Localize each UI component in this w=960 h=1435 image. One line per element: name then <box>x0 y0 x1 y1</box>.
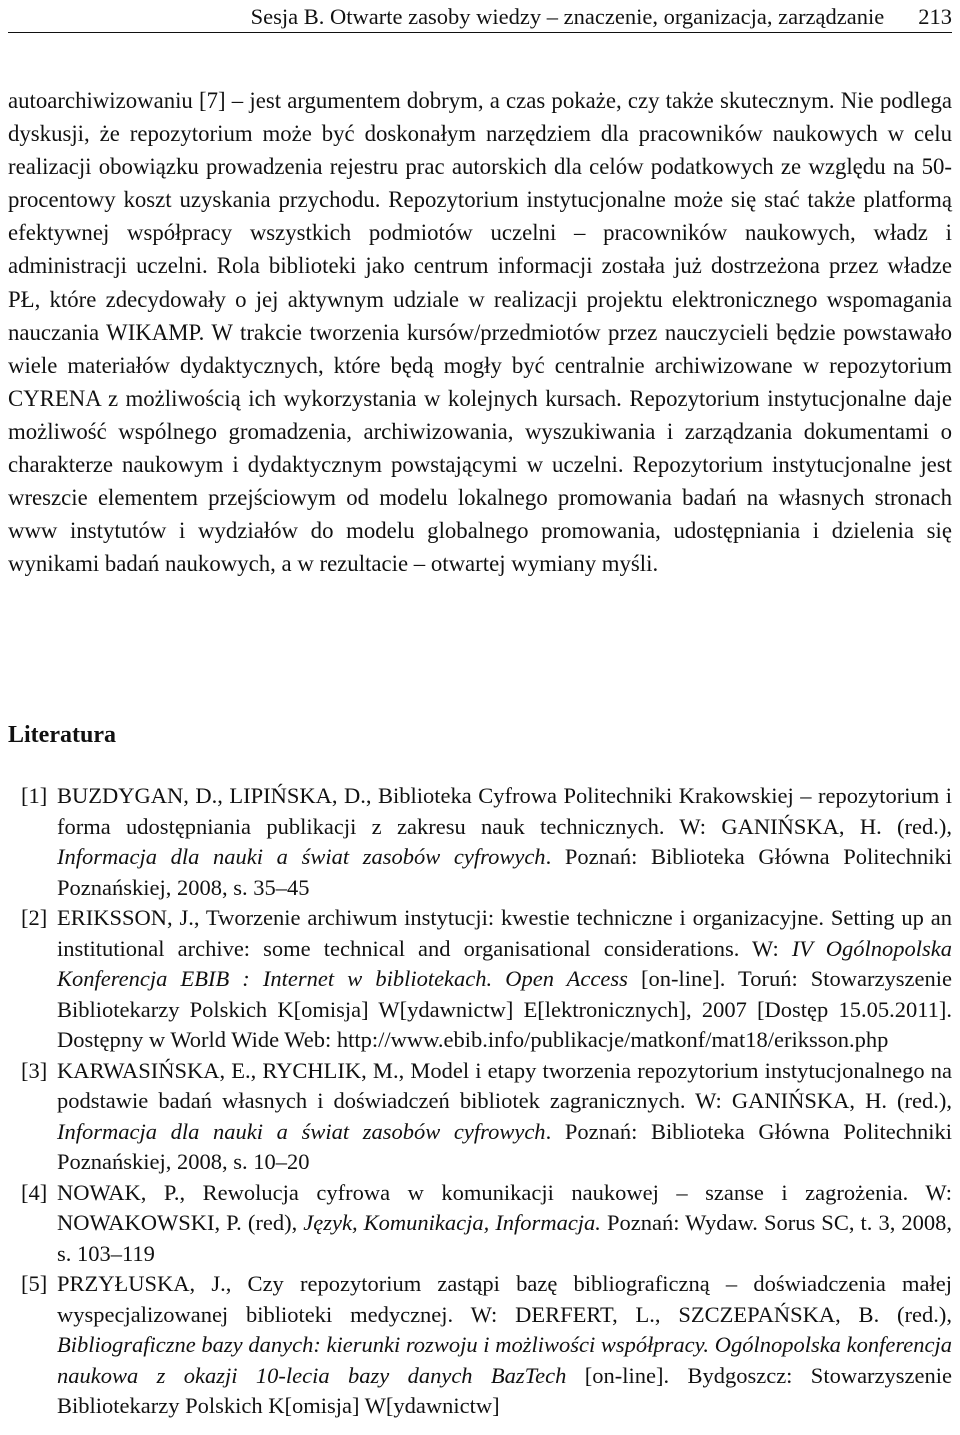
reference-item <box>8 781 952 903</box>
reference-tail: . Poznań: Biblioteka Główna Politechniki Poznańskiej, 2008, s. 35–45 <box>57 844 953 900</box>
reference-tail: Poznań: Wydaw. Sorus SC, t. 3, 2008, s. 103–119 <box>57 1210 952 1266</box>
running-header <box>8 2 952 33</box>
reference-title: Język, Komunikacja, Informacja. <box>303 1210 601 1235</box>
reference-item <box>8 1056 952 1178</box>
reference-title: IV Ogólnopolska Konferencja EBIB : Internet w bibliotekach. Open Access <box>57 935 952 991</box>
reference-item <box>8 1269 952 1422</box>
reference-lead: KARWASIŃSKA, E., RYCHLIK, M., Model i etapy tworzenia repozytorium instytucjonalnego na podstawie badań własnych i doświadczeń bibliotek zagranicznych. W: GANIŃSKA, H. (red.), <box>57 1057 952 1113</box>
reference-item <box>8 903 952 1056</box>
reference-lead: BUZDYGAN, D., LIPIŃSKA, D., Biblioteka Cyfrowa Politechniki Krakowskiej – repozytorium i forma udostępniania publikacji z zakresu nauk technicznych. W: GANIŃSKA, H. (red.), <box>57 783 952 839</box>
reference-title: Informacja dla nauki a świat zasobów cyfrowych <box>57 844 546 869</box>
reference-title: Informacja dla nauki a świat zasobów cyfrowych <box>57 1118 546 1144</box>
reference-tail: [on-line]. Bydgoszcz: Stowarzyszenie Bibliotekarzy Polskich K[omisja] W[ydawnictw] <box>57 1362 952 1418</box>
reference-number: [3] <box>21 1057 48 1083</box>
reference-title: Bibliograficzne bazy danych: kierunki rozwoju i możliwości współpracy. Ogólnopolska konferencja naukowa z okazji 10-lecia bazy danych BazTech <box>57 1332 952 1388</box>
reference-number: [2] <box>21 905 48 930</box>
reference-lead: NOWAK, P., Rewolucja cyfrowa w komunikacji naukowej – szanse i zagrożenia. W: NOWAKOWSKI, P. (red), <box>57 1179 952 1235</box>
reference-number: [4] <box>21 1179 48 1205</box>
reference-tail: [on-line]. Toruń: Stowarzyszenie Bibliotekarzy Polskich K[omisja] W[ydawnictw] E[lektronicznych], 2007 [Dostęp 15.05.2011]. Dostępny w World Wide Web: <box>57 966 952 1052</box>
running-title: Sesja B. Otwarte zasoby wiedzy – znaczenie, organizacja, zarządzanie <box>250 4 885 29</box>
reference-lead: PRZYŁUSKA, J., Czy repozytorium zastąpi bazę bibliograficzną – doświadczenia małej wyspecjalizowanej biblioteki medycznej. W: DERFERT, L., SZCZEPAŃSKA, B. (red.), <box>57 1271 952 1327</box>
reference-number: [5] <box>21 1271 48 1296</box>
reference-tail: . Poznań: Biblioteka Główna Politechniki Poznańskiej, 2008, s. 10–20 <box>57 1118 953 1174</box>
reference-list <box>8 781 952 1422</box>
literature-heading: Literatura <box>8 722 116 748</box>
reference-number: [1] <box>21 783 48 808</box>
reference-lead: ERIKSSON, J., Tworzenie archiwum instytucji: kwestie techniczne i organizacyjne. Setting up an institutional archive: some technical and organisational considerations. W: <box>57 905 952 961</box>
reference-item <box>8 1178 952 1270</box>
body-paragraph: autoarchiwizowaniu [7] – jest argumentem dobrym, a czas pokaże, czy także skutecznym. Nie podlega dyskusji, że repozytorium może być doskonałym narzędziem dla pracowników naukowych w celu realizacji obowiązku prowadzenia rejestru prac autorskich dla celów podatkowych ze względu na 50-procentowy koszt uzyskania przychodu. Repozytorium instytucjonalne może się stać także platformą efektywnej współpracy wszystkich podmiotów uczelni – pracowników naukowych, władz i administracji uczelni. Rola biblioteki jako centrum informacji została już dostrzeżona przez władze PŁ, które zdecydowały o jej aktywnym udziale w realizacji projektu elektronicznego wspomagania nauczania WIKAMP. W trakcie tworzenia kursów/przedmiotów przez nauczycieli będzie powstawało wiele materiałów dydaktycznych, które będą mogły być centralnie archiwizowane w repozytorium CYRENA z możliwością ich wykorzystania w kolejnych kursach. Repozytorium instytucjonalne daje możliwość wspólnego gromadzenia, archiwizowania, wyszukiwania i zarządzania dokumentami o charakterze naukowym i dydaktycznym powstającymi w uczelni. Repozytorium instytucjonalne jest wreszcie elementem przejściowym od modelu lokalnego promowania badań na własnych stronach www instytutów i wydziałów do modelu globalnego promowania, udostępniania i dzielenia się wynikami badań naukowych, a w rezultacie – otwartej wymiany myśli. <box>8 88 952 577</box>
page-number: 213 <box>918 4 952 29</box>
reference-url[interactable]: http://www.ebib.info/publikacje/matkonf/mat18/eriksson.php <box>336 1027 889 1052</box>
